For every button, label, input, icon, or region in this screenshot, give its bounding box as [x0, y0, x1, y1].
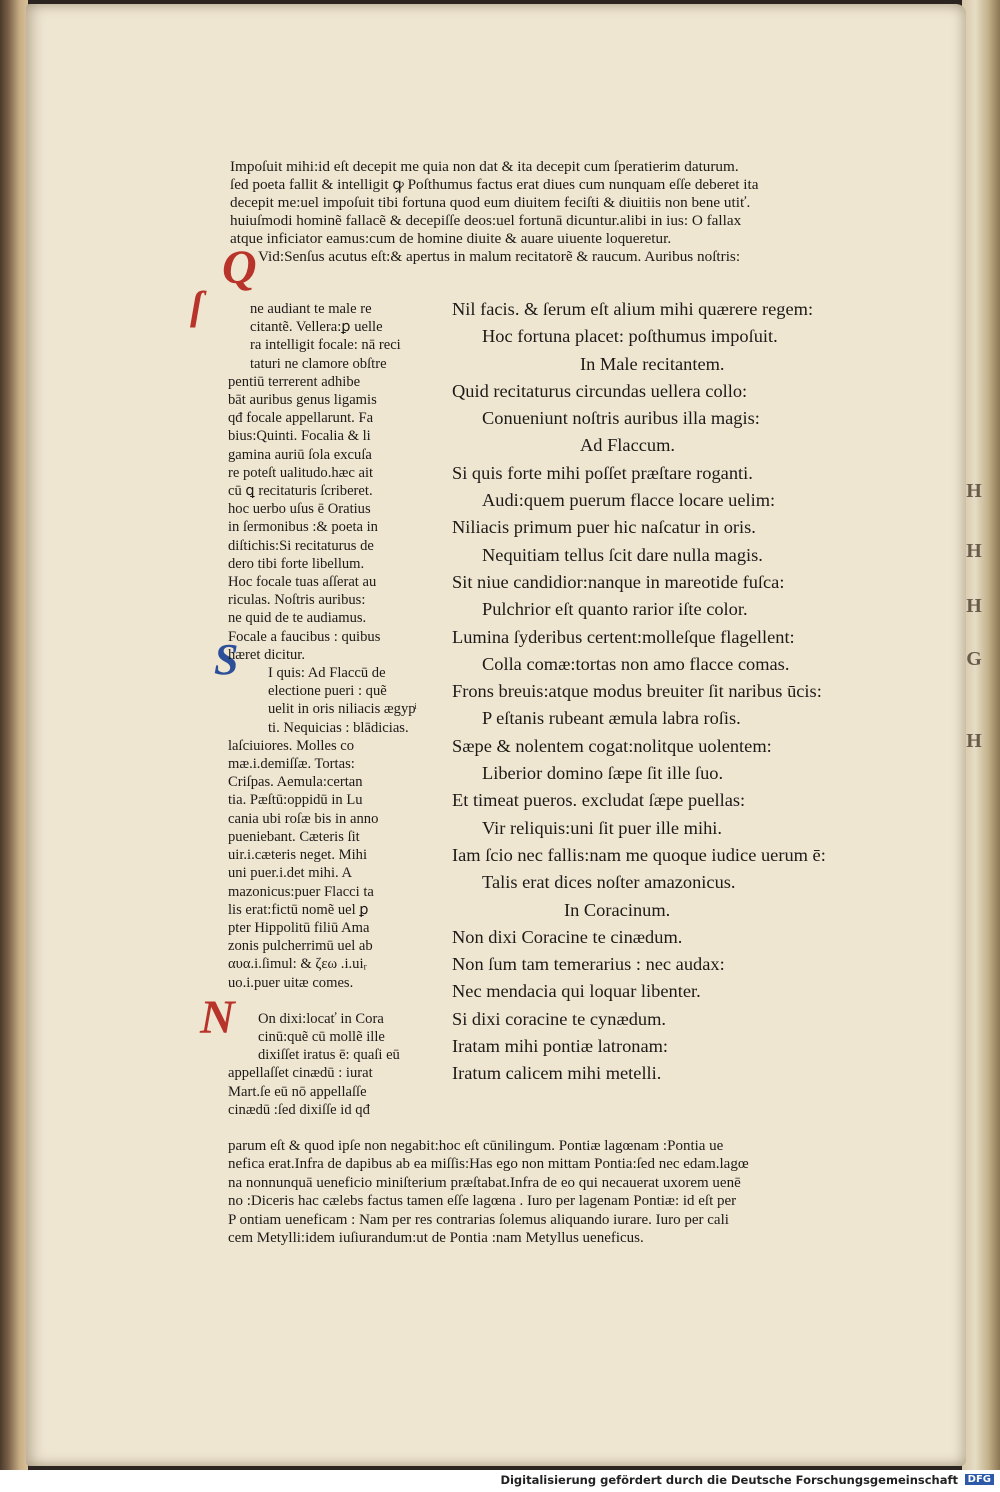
gloss-line: ti. Nequicias : blādicias. — [268, 719, 409, 736]
verse-line: Talis erat dices noſter amazonicus. — [482, 872, 736, 893]
gloss-line: mæ.i.demiſſæ. Tortas: — [228, 756, 355, 773]
gloss-line: pentiū terrerent adhibe — [228, 373, 361, 390]
verse-line: Non ſum tam temerarius : nec audax: — [452, 954, 725, 975]
gloss-line: uni puer.i.det mihi. A — [228, 865, 353, 882]
gloss-line: hoc uerbo uſus ē Oratius — [228, 501, 371, 518]
commentary-line: decepit me:uel impoſuit tibi fortuna quod eum diuitem feciſti & diuitiis non bene utiť. — [230, 194, 751, 211]
verse-line: Non dixi Coracine te cinædum. — [452, 926, 683, 947]
commentary-line: nefica erat.Infra de dapibus ab ea miſſis:Has ego non mittam Pontia:ſed nec edam.lagœ — [228, 1156, 749, 1173]
verse-line: Sit niue candidior:nanque in mareotide fuſca: — [452, 571, 785, 592]
gloss-line: lis erat:fictū nomẽ uel ꝑ — [228, 901, 369, 918]
verse-line: P eſtanis rubeant æmula labra roſis. — [482, 708, 741, 729]
gloss-line: uo.i.puer uitæ comes. — [228, 974, 354, 991]
gloss-line: diſtichis:Si recitaturus de — [228, 537, 374, 554]
gloss-line: cinū:quẽ cū mollẽ ille — [258, 1028, 385, 1045]
commentary-gloss-column — [228, 300, 428, 1119]
drop-initial-s: S — [214, 635, 239, 684]
commentary-line: P ontiam ueneficam : Nam per res contrarias ſolemus aliquando iurare. Iuro per cali — [228, 1211, 729, 1228]
verse-line: Hoc fortuna placet: poſthumus impoſuit. — [482, 326, 778, 347]
gloss-line: dero tibi forte libellum. — [228, 555, 365, 572]
bleed-through-mark: H — [966, 730, 982, 752]
commentary-line: Vid:Senſus acutus eſt:& apertus in malum recitatorẽ & raucum. Auribus noſtris: — [258, 248, 741, 265]
gloss-line: cania ubi roſæ bis in anno — [228, 810, 379, 827]
gloss-line: bius:Quinti. Focalia & li — [228, 428, 371, 445]
gloss-line: qđ focale appellarunt. Fa — [228, 410, 374, 427]
book-binding-left — [0, 0, 28, 1470]
gloss-line: riculas. Noſtris auribus: — [228, 592, 366, 609]
gloss-line: gamina auriū ſola excuſa — [228, 446, 372, 463]
gloss-line: uir.i.cæteris neget. Mihi — [228, 847, 368, 864]
verse-line: Lumina ſyderibus certent:molleſque flagellent: — [452, 626, 795, 647]
gloss-line: uelit in oris niliacis ægypͥ — [268, 701, 416, 718]
bleed-through-mark: G — [966, 648, 982, 670]
verse-line: Et timeat pueros. excludat ſæpe puellas: — [452, 790, 746, 811]
epigram-verse-column — [452, 296, 826, 1088]
verse-line: Conueniunt noſtris auribus illa magis: — [482, 408, 760, 429]
gloss-line: mazonicus:puer Flacci ta — [228, 883, 374, 900]
gloss-line: citantẽ. Vellera:ꝑ uelle — [250, 319, 383, 336]
gloss-line: Mart.ſe eū nō appellaſſe — [228, 1083, 367, 1100]
verse-line: Quid recitaturus circundas uellera collo: — [452, 380, 748, 401]
verse-line: Iratum calicem mihi metelli. — [452, 1063, 662, 1084]
verse-line: Sæpe & nolentem cogat:nolitque uolentem: — [452, 735, 772, 756]
gloss-line: αυα.i.ſimul: & ζεω .i.uiᵣ — [228, 956, 367, 973]
gloss-line: I quis: Ad Flaccū de — [268, 665, 386, 682]
gloss-line: cinædū :ſed dixiſſe id qđ — [228, 1101, 370, 1118]
gloss-line: ne audiant te male re — [250, 301, 372, 317]
epigram-heading: In Male recitantem. — [580, 353, 725, 374]
gloss-line: cū ꝗ recitaturis ſcriberet. — [228, 483, 373, 500]
verse-line: Niliacis primum puer hic naſcatur in oris. — [452, 517, 756, 538]
dfg-logo: DFG — [965, 1474, 994, 1485]
commentary-line: ſed poeta fallit & intelligit ꝙ Poſthumus factus erat diues cum nunquam eſſe deberet ita — [230, 176, 759, 193]
verse-line: Vir reliquis:uni ſit puer ille mihi. — [482, 817, 722, 838]
commentary-intro — [230, 158, 759, 266]
verse-line: Colla comæ:tortas non amo flacce comas. — [482, 653, 790, 674]
commentary-line: cem Metylli:idem iuſiurandum:ut de Pontia :nam Metyllus ueneficus. — [228, 1230, 644, 1247]
commentary-line: parum eſt & quod ipſe non negabit:hoc eſt cūnilingum. Pontiæ lagœnam :Pontia ue — [228, 1138, 724, 1154]
epigram-heading: Ad Flaccum. — [580, 435, 675, 456]
gloss-line: Hoc focale tuas aſſerat au — [228, 574, 377, 591]
gloss-line: taturi ne clamore obſtre — [250, 355, 387, 372]
gloss-line: laſciuiores. Molles co — [228, 737, 355, 754]
verse-line: Iratam mihi pontiæ latronam: — [452, 1036, 669, 1057]
gloss-line: zonis pulcherrimū uel ab — [228, 938, 373, 955]
gloss-line: pter Hippolitū filiū Ama — [228, 919, 370, 936]
verse-line: Si quis forte mihi poſſet præſtare roganti. — [452, 462, 753, 483]
gloss-line: Focale a faucibus : quibus — [228, 628, 381, 645]
gloss-line: On dixi:locať in Cora — [258, 1010, 384, 1027]
drop-initial-q: Q — [222, 241, 257, 294]
gloss-line: in ſermonibus :& poeta in — [228, 519, 378, 536]
bleed-through-mark: H — [966, 540, 982, 562]
verse-line: Nil facis. & ſerum eſt alium mihi quærere regem: — [452, 299, 814, 319]
gloss-line: Criſpas. Aemula:certan — [228, 774, 363, 791]
gloss-line: re poteſt ualitudo.hæc ait — [228, 464, 374, 481]
gloss-line: hæret dicitur. — [228, 646, 306, 663]
gloss-line: appellaſſet cinædū : iurat — [228, 1065, 373, 1082]
verse-line: Nequitiam tellus ſcit dare nulla magis. — [482, 544, 763, 565]
gloss-line: ra intelligit focale: nā reci — [250, 337, 401, 354]
epigram-heading: In Coracinum. — [564, 899, 671, 920]
gloss-line: electione pueri : quẽ — [268, 683, 387, 700]
gloss-line: bāt auribus genus ligamis — [228, 392, 377, 409]
commentary-foot — [228, 1137, 749, 1247]
gloss-line: tia. Pæſtū:oppidū in Lu — [228, 792, 363, 809]
verse-line: Pulchrior eſt quanto rarior iſte color. — [482, 599, 748, 620]
gloss-line: ne quid de te audiamus. — [228, 610, 367, 627]
gloss-line — [228, 992, 428, 1010]
gloss-line: pueniebant. Cæteris ſit — [228, 828, 360, 845]
verse-line: Nec mendacia qui loquar libenter. — [452, 981, 701, 1002]
footer-credit: Digitalisierung gefördert durch die Deutsche Forschungsgemeinschaft — [500, 1473, 958, 1487]
verse-line: Frons breuis:atque modus breuiter ſit naribus ūcis: — [452, 681, 822, 702]
commentary-line: Impoſuit mihi:id eſt decepit me quia non dat & ita decepit cum ſperatierim daturum. — [230, 158, 739, 175]
verse-line: Audi:quem puerum flacce locare uelim: — [482, 490, 776, 511]
verse-line: Iam ſcio nec fallis:nam me quoque iudice uerum ē: — [452, 844, 826, 865]
commentary-line: atque inficiator eamus:cum de homine diuite & auare uiuente loqueretur. — [230, 230, 672, 247]
commentary-line: no :Diceris hac cælebs factus tamen eſſe lagœna . Iuro per lagenam Pontiæ: id eſt per — [228, 1193, 737, 1210]
verse-line: Si dixi coracine te cynædum. — [452, 1008, 666, 1029]
commentary-line: na nonnunquā ueneficio miniſterium præſtabat.Infra de eo qui necauerat uxorem uenē — [228, 1174, 741, 1191]
verse-line: Liberior domino ſæpe ſit ille ſuo. — [482, 763, 724, 784]
drop-initial-n: N — [200, 991, 235, 1044]
bleed-through-mark: H — [966, 595, 982, 617]
commentary-line: huiuſmodi hominẽ fallacẽ & decepiſſe deos:uel fortunā dicuntur.alibi in ius: O fallax — [230, 212, 742, 229]
drop-initial-q-flourish: ſ — [190, 283, 204, 328]
digitization-footer — [0, 1470, 1000, 1492]
gloss-line: dixiſſet iratus ē: quaſi eū — [258, 1047, 400, 1064]
bleed-through-mark: H — [966, 480, 982, 502]
